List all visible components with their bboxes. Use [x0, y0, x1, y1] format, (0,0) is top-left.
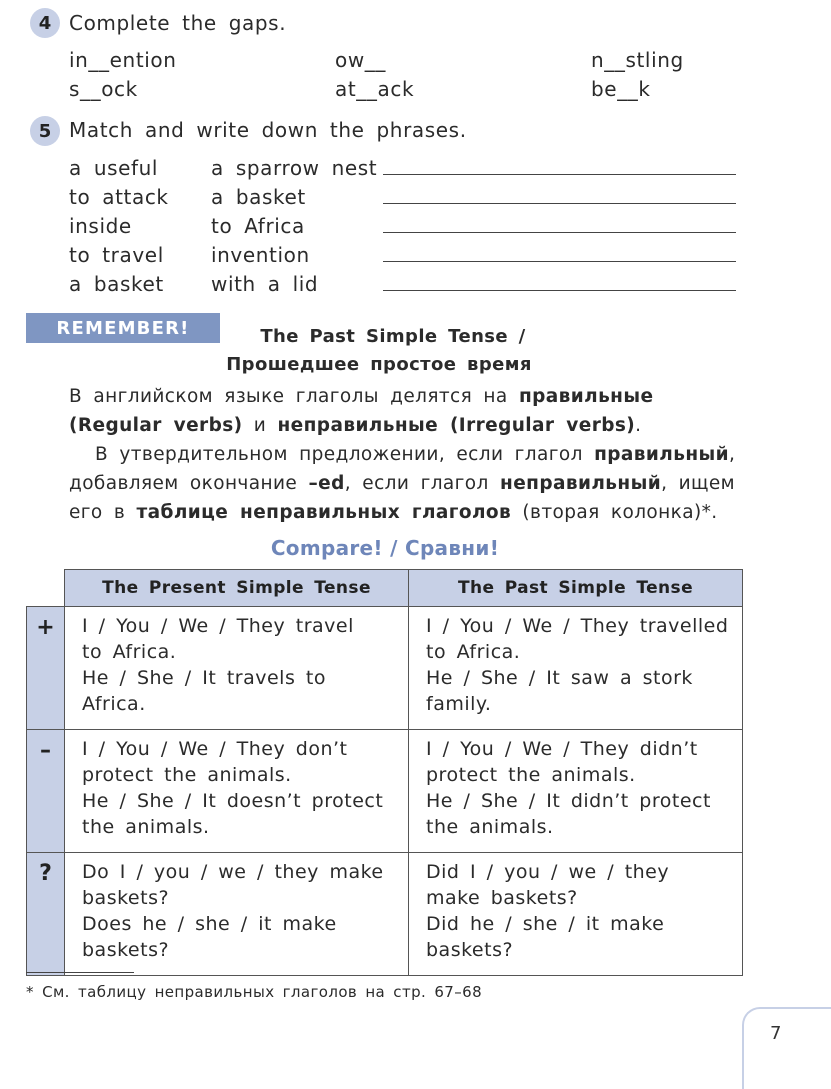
exercise-5-number: 5	[30, 116, 60, 146]
sign-minus: –	[27, 730, 65, 853]
footnote-divider	[26, 972, 134, 973]
write-line[interactable]	[383, 232, 736, 233]
past-cell: Did I / you / we / they make baskets? Did he / she / it make baskets?	[409, 853, 743, 976]
page-tab	[742, 1007, 831, 1089]
write-line[interactable]	[383, 290, 736, 291]
gap-word: be__k	[591, 77, 651, 101]
page-number: 7	[770, 1023, 782, 1044]
rule-title-english: The Past Simple Tense /	[260, 326, 526, 347]
header-past-simple: The Past Simple Tense	[409, 570, 743, 607]
present-cell: Do I / you / we / they make baskets? Does he / she / it make baskets?	[65, 853, 409, 976]
phrase-left: to travel	[69, 243, 164, 267]
sign-plus: +	[27, 607, 65, 730]
phrase-right: a basket	[211, 185, 306, 209]
present-cell: I / You / We / They travel to Africa. He / She / It travels to Africa.	[65, 607, 409, 730]
rule-paragraph-1-line-1: В английском языке глаголы делятся на правильные	[69, 386, 654, 407]
table-corner	[27, 570, 65, 607]
rule-paragraph-2-line-1: В утвердительном предложении, если глагол правильный,	[95, 444, 736, 465]
exercise-4-number: 4	[30, 8, 60, 38]
write-line[interactable]	[383, 174, 736, 175]
footnote: * См. таблицу неправильных глаголов на стр. 67–68	[26, 983, 483, 1001]
rule-paragraph-2-line-2: добавляем окончание –ed, если глагол неправильный, ищем	[69, 473, 736, 494]
exercise-4-title: Complete the gaps.	[69, 11, 287, 35]
gap-word: ow__	[335, 48, 386, 72]
phrase-left: inside	[69, 214, 132, 238]
phrase-right: with a lid	[211, 272, 319, 296]
phrase-right: to Africa	[211, 214, 305, 238]
compare-title: Compare! / Сравни!	[270, 536, 500, 560]
table-row-question	[27, 853, 743, 976]
write-line[interactable]	[383, 261, 736, 262]
phrase-right: a sparrow nest	[211, 156, 378, 180]
rule-paragraph-2-line-3: его в таблице неправильных глаголов (вторая колонка)*.	[69, 502, 718, 523]
sign-question: ?	[27, 853, 65, 976]
phrase-left: a basket	[69, 272, 164, 296]
past-cell: I / You / We / They travelled to Africa. He / She / It saw a stork family.	[409, 607, 743, 730]
phrase-left: to attack	[69, 185, 169, 209]
present-cell: I / You / We / They don’t protect the animals. He / She / It doesn’t protect the animals.	[65, 730, 409, 853]
gap-word: n__stling	[591, 48, 684, 72]
write-line[interactable]	[383, 203, 736, 204]
table-header-row	[27, 570, 743, 607]
table-row-negative	[27, 730, 743, 853]
remember-badge: REMEMBER!	[26, 313, 220, 343]
exercise-5-title: Match and write down the phrases.	[69, 118, 467, 142]
past-cell: I / You / We / They didn’t protect the animals. He / She / It didn’t protect the animals.	[409, 730, 743, 853]
header-present-simple: The Present Simple Tense	[65, 570, 409, 607]
gap-word: in__ention	[69, 48, 177, 72]
table-row-affirmative	[27, 607, 743, 730]
gap-word: at__ack	[335, 77, 415, 101]
comparison-table	[26, 569, 743, 976]
rule-title-russian: Прошедшее простое время	[226, 354, 532, 375]
phrase-right: invention	[211, 243, 310, 267]
rule-paragraph-1-line-2: (Regular verbs) и неправильные (Irregular verbs).	[69, 415, 642, 436]
gap-word: s__ock	[69, 77, 138, 101]
phrase-left: a useful	[69, 156, 159, 180]
